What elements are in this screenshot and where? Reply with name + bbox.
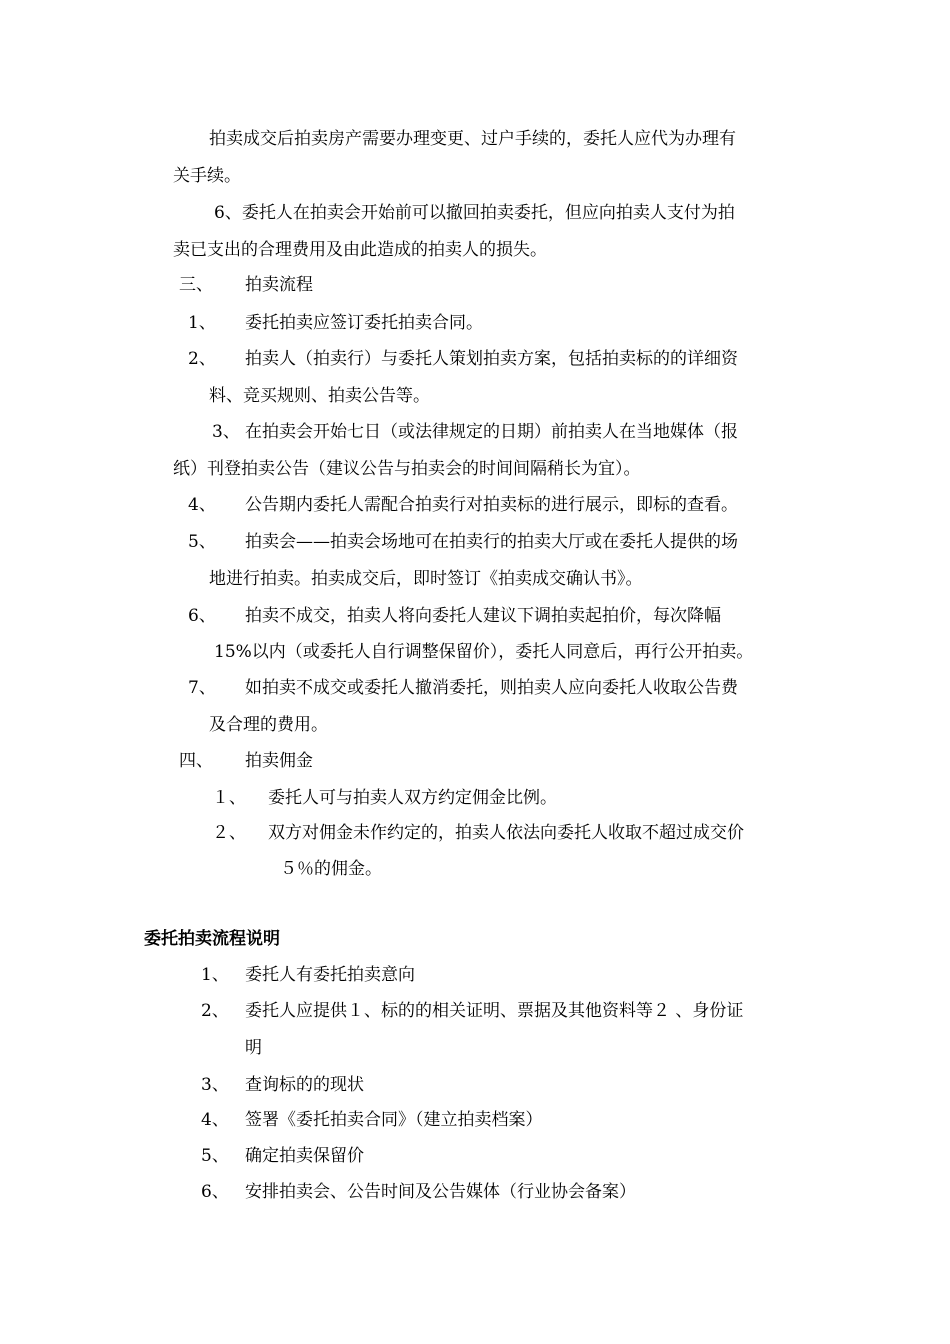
list-item: 如拍卖不成交或委托人撤消委托，则拍卖人应向委托人收取公告费 (245, 678, 738, 698)
list-item-number: 6、 (188, 606, 216, 626)
list-item-continuation: 地进行拍卖。拍卖成交后，即时签订《拍卖成交确认书》。 (209, 569, 643, 589)
list-item-number: 2、 (201, 1001, 229, 1021)
list-item: 安排拍卖会、公告时间及公告媒体（行业协会备案） (245, 1182, 636, 1202)
list-item-number: 4、 (201, 1110, 229, 1130)
section-number: 四、 (179, 751, 213, 771)
list-item: 拍卖会——拍卖会场地可在拍卖行的拍卖大厅或在委托人提供的场 (245, 532, 738, 552)
list-item: 委托人有委托拍卖意向 (245, 965, 415, 985)
list-item: 公告期内委托人需配合拍卖行对拍卖标的进行展示，即标的查看。 (245, 495, 738, 515)
list-item-number: 7、 (188, 678, 216, 698)
list-item: 签署《委托拍卖合同》（建立拍卖档案） (245, 1110, 543, 1130)
paragraph-line: 关手续。 (173, 166, 241, 186)
list-item: 拍卖人（拍卖行）与委托人策划拍卖方案，包括拍卖标的的详细资 (245, 349, 738, 369)
list-item-continuation: 料、竞买规则、拍卖公告等。 (209, 386, 430, 406)
section-heading: 委托拍卖流程说明 (144, 929, 280, 949)
list-item: 在拍卖会开始七日（或法律规定的日期）前拍卖人在当地媒体（报 (245, 422, 738, 442)
list-item-continuation: 及合理的费用。 (209, 715, 328, 735)
list-item-continuation: 15%以内（或委托人自行调整保留价），委托人同意后，再行公开拍卖。 (214, 642, 754, 662)
list-item-number: 5、 (188, 532, 216, 552)
section-title: 拍卖流程 (245, 275, 313, 295)
list-item: 委托拍卖应签订委托拍卖合同。 (245, 313, 483, 333)
list-item-number: 1、 (188, 313, 216, 333)
paragraph-line: 6、委托人在拍卖会开始前可以撤回拍卖委托，但应向拍卖人支付为拍 (214, 203, 735, 223)
list-item-continuation: 纸）刊登拍卖公告（建议公告与拍卖会的时间间隔稍长为宜）。 (173, 459, 641, 479)
paragraph-line: 卖已支出的合理费用及由此造成的拍卖人的损失。 (173, 240, 547, 260)
paragraph-line: 拍卖成交后拍卖房产需要办理变更、过户手续的，委托人应代为办理有 (209, 129, 736, 149)
list-item-number: ２、 (212, 823, 246, 843)
list-item-number: 1、 (201, 965, 229, 985)
section-number: 三、 (179, 275, 213, 295)
list-item-number: 3、 (212, 422, 240, 442)
list-item-number: 2、 (188, 349, 216, 369)
list-item-number: 6、 (201, 1182, 229, 1202)
list-item-continuation: ５％的佣金。 (280, 859, 382, 879)
list-item-number: 3、 (201, 1075, 229, 1095)
list-item: 拍卖不成交，拍卖人将向委托人建议下调拍卖起拍价，每次降幅 (245, 606, 721, 626)
list-item: 委托人应提供１、标的的相关证明、票据及其他资料等２ 、身份证 (245, 1001, 744, 1021)
list-item: 查询标的的现状 (245, 1075, 364, 1095)
list-item: 委托人可与拍卖人双方约定佣金比例。 (268, 788, 557, 808)
section-title: 拍卖佣金 (245, 751, 313, 771)
list-item-continuation: 明 (245, 1038, 262, 1058)
list-item: 确定拍卖保留价 (245, 1146, 364, 1166)
list-item-number: 5、 (201, 1146, 229, 1166)
list-item-number: １、 (212, 788, 246, 808)
list-item: 双方对佣金未作约定的，拍卖人依法向委托人收取不超过成交价 (268, 823, 744, 843)
list-item-number: 4、 (188, 495, 216, 515)
